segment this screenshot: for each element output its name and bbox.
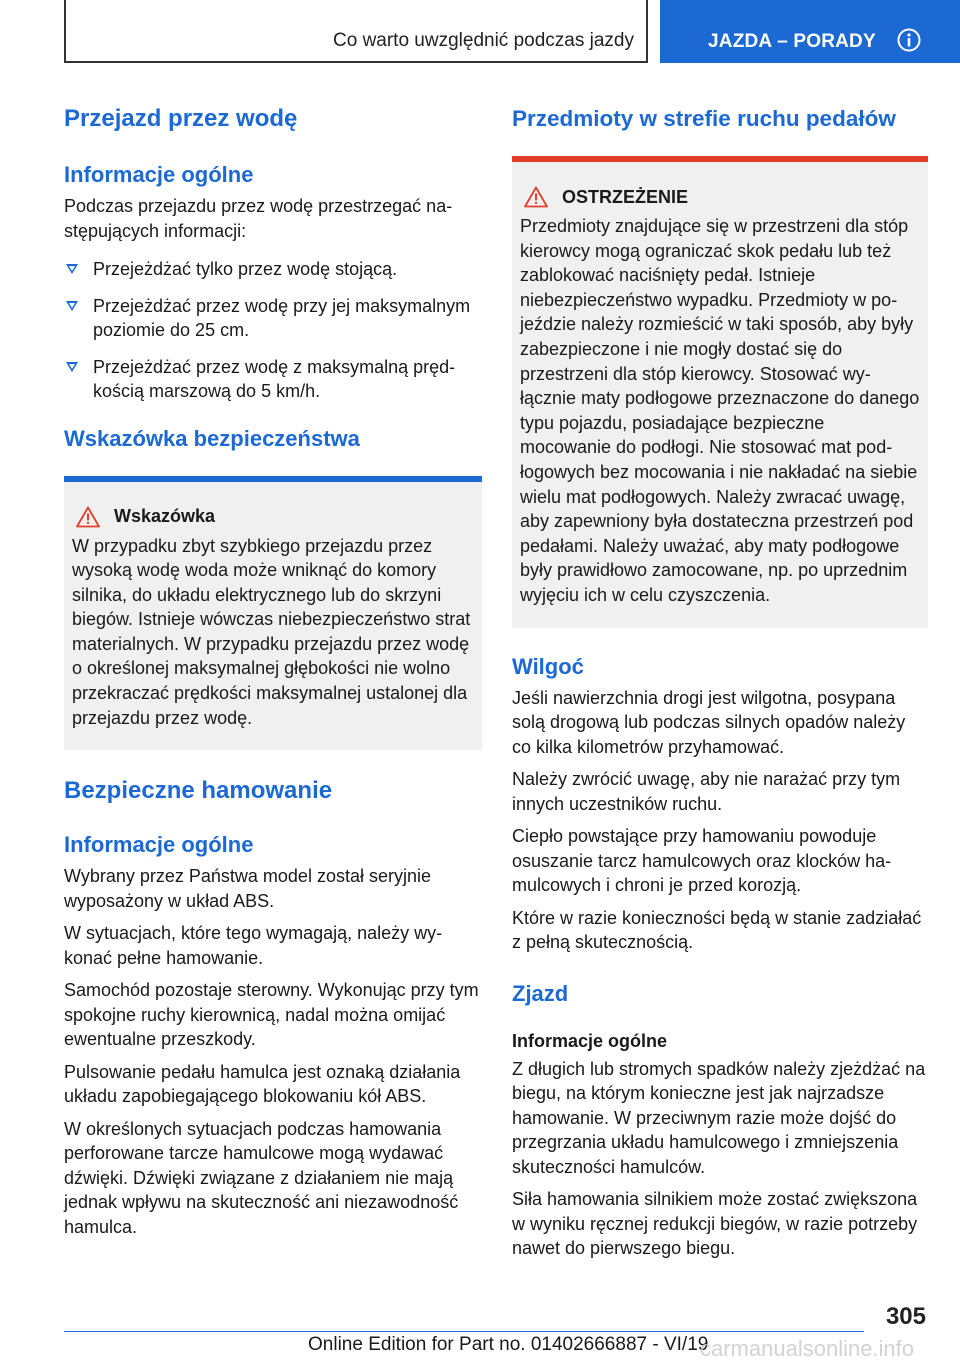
heading-pedal-area-objects: Przedmioty w strefie ruchu pedałów (512, 106, 896, 131)
paragraph: Należy zwrócić uwagę, aby nie narażać przy tym innych uczestników ruchu. (512, 769, 901, 814)
list-item: Przejeżdżać przez wodę przy jej maksymalnym poziomie do 25 cm. (64, 294, 482, 343)
subheading-general-info-2: Informacje ogólne (64, 832, 254, 858)
list-item: Przejeżdżać przez wodę z maksymalną prędkością marszową do 5 km/h. (64, 355, 482, 404)
safety-notice-box (64, 476, 482, 751)
heading-moisture: Wilgoć (512, 653, 584, 679)
paragraph: W określonych sytuacjach podczas hamowania perforowane tarcze hamulcowe mogą wydawać dźwięki. Dźwięki związane z działaniem nie mają jednak wpływu na skuteczność ani niezawodność hamulca. (64, 1118, 459, 1237)
watermark: carmanualsonline.info (700, 1336, 915, 1361)
notice-header (76, 506, 474, 528)
warning-header (524, 186, 920, 208)
paragraph: Jeśli nawierzchnia drogi jest wilgotna, posypana solą drogową lub podczas silnych opadów należy co kilka kilometrów przyhamować. (512, 687, 906, 757)
notice-title: Wskazówka (114, 506, 216, 526)
header-section-tab[interactable] (660, 0, 960, 63)
paragraph: Samochód pozostaje sterowny. Wykonując przy tym spokojne ruchy kierownicą, nadal można omijać ewentualne przeszkody. (64, 980, 479, 1050)
paragraph: Wybrany przez Państwa model został seryjnie wyposażony w układ ABS. (64, 866, 431, 911)
subheading-safety-note: Wskazówka bezpieczeństwa (64, 425, 360, 451)
paragraph: Siła hamowania silnikiem może zostać zwiększona w wyniku ręcznej redukcji biegów, w razie potrzeby nawet do pierwszego biegu. (512, 1189, 918, 1258)
heading-water-crossing: Przejazd przez wodę (64, 105, 298, 132)
subheading-general-info: Informacje ogólne (64, 162, 254, 187)
water-crossing-list (64, 257, 482, 404)
paragraph: W sytuacjach, które tego wymagają, należy wykonać pełne hamowanie. (64, 923, 443, 968)
chapter-title: Co warto uwzględnić podczas jazdy (333, 30, 634, 51)
subheading-general-info-3: Informacje ogólne (512, 1030, 668, 1051)
paragraph: Ciepło powstające przy hamowaniu powoduje osuszanie tarcz hamulcowych oraz klocków hamulcowych i chroni je przed korozją. (512, 826, 892, 895)
bullet-triangle-icon (66, 264, 78, 274)
left-column (64, 100, 482, 1239)
page-number: 305 (885, 1303, 926, 1330)
warning-triangle-icon (76, 506, 100, 528)
paragraph: Pulsowanie pedału hamulca jest oznaką działania układu zapobiegającego blokowaniu kół ABS. (64, 1061, 461, 1107)
right-column (512, 100, 928, 1261)
heading-descent: Zjazd (512, 980, 569, 1006)
section-label: JAZDA – PORADY (708, 31, 876, 52)
header-chapter-box (64, 0, 648, 63)
edition-text: Online Edition for Part no. 01402666887 - VI/19 (308, 1334, 709, 1355)
bullet-triangle-icon (66, 362, 78, 372)
heading-safe-braking: Bezpieczne hamowanie (64, 777, 333, 805)
info-circle-icon[interactable] (897, 28, 921, 52)
list-item: Przejeżdżać tylko przez wodę stojącą. (64, 257, 482, 282)
warning-text: Przedmioty znajdujące się w przestrzeni dla stóp kierowcy mogą ograniczać skok pedału lub też zablokować naciśnięty pedał. Istnieje niebezpieczeństwo wypadku. Przedmioty w pojeździe należy rozmieścić w taki sposób, aby były zabezpieczone i nie mogły dostać się do przestrzeni dla stóp kierowcy. Stosować wyłącznie maty podłogowe przeznaczone do danego typu pojazdu, posiadające bezpieczne mocowanie do podłogi. Nie stosować mat podłogowych bez mocowania i nie nakładać na siebie wielu mat podłogowych. Należy zwracać uwagę, aby zapewniony była dostateczna przestrzeń pod pedałami. Należy uważać, aby maty podłogowe były prawidłowo zamocowane, np. po uprzednim wyjęciu ich w celu czyszczenia. (520, 216, 920, 605)
notice-text: W przypadku zbyt szybkiego przejazdu przez wysoką wodę woda może wniknąć do komory silnika, do układu elektrycznego lub do skrzyni biegów. Istnieje wówczas niebezpieczeństwo strat materialnych. W przypadku przejazdu przez wodę o określonej maksymalnej głębokości nie wolno przekraczać prędkości maksymalnej ustalonej dla przejazdu przez wodę. (72, 535, 471, 728)
warning-title: OSTRZEŻENIE (562, 186, 689, 207)
warning-box (512, 156, 928, 628)
paragraph: Z długich lub stromych spadków należy zjeżdżać na biegu, na którym konieczne jest jak najrzadsze hamowanie. W przeciwnym razie może dojść do przegrzania układu hamulcowego i zmniejszenia skuteczności hamulców. (512, 1058, 926, 1177)
footer-divider (64, 1331, 864, 1332)
warning-triangle-icon (524, 186, 548, 208)
paragraph: Które w razie konieczności będą w stanie zadziałać z pełną skutecznością. (512, 907, 922, 952)
bullet-triangle-icon (66, 301, 78, 311)
intro-paragraph: Podczas przejazdu przez wodę przestrzegać następujących informacji: (64, 196, 453, 241)
